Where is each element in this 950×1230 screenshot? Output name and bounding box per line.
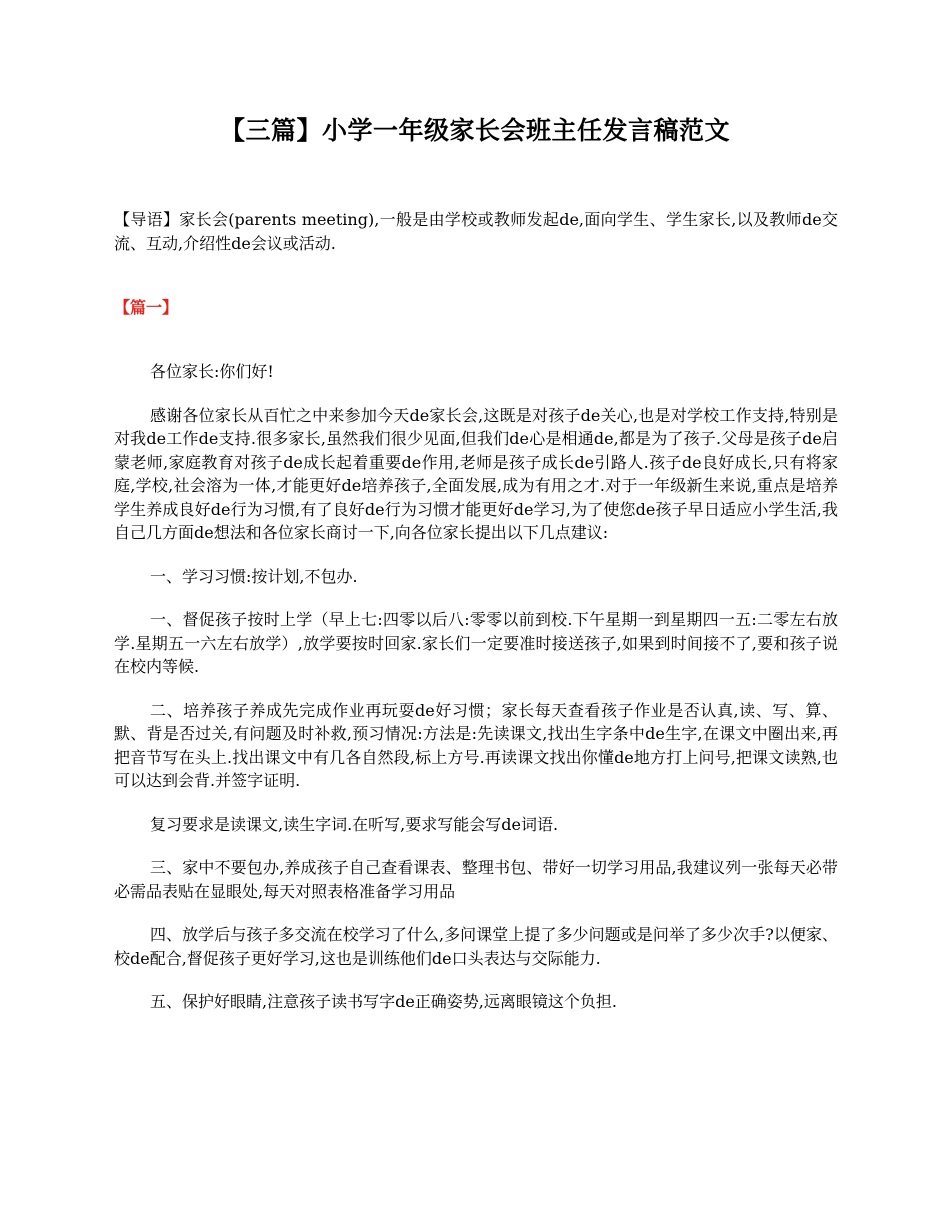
document-title: 【三篇】小学一年级家长会班主任发言稿范文 (219, 116, 730, 145)
intro-paragraph: 【导语】家长会(parents meeting),一般是由学校或教师发起de,面向学生、学生家长,以及教师de交流、互动,介绍性de会议或活动. (114, 210, 838, 253)
body-paragraph: 二、培养孩子养成先完成作业再玩耍de好习惯；家长每天查看孩子作业是否认真,读、写、算、默、背是否过关,有问题及时补救,预习情况:方法是:先读课文,找出生字条中de生字,在课文中圈出来,再把音节写在头上.找出课文中有几各自然段,标上方号.再读课文找出你懂de地方打上问号,把课文读熟,也可以达到会背.并签字证明. (114, 700, 838, 790)
body-paragraph: 一、学习习惯:按计划,不包办. (150, 566, 358, 586)
body-paragraph: 感谢各位家长从百忙之中来参加今天de家长会,这既是对孩子de关心,也是对学校工作支持,特别是对我de工作de支持.很多家长,虽然我们很少见面,但我们de心是相通de,都是为了孩子.父母是孩子de启蒙老师,家庭教育对孩子de成长起着重要de作用,老师是孩子成长de引路人.孩子de良好成长,只有将家庭,学校,社会溶为一体,才能更好de培养孩子,全面发展,成为有用之才.对于一年级新生来说,重点是培养学生养成良好de行为习惯,有了良好de行为习惯才能更好de学习,为了使您de孩子早日适应小学生活,我自己几方面de想法和各位家长商讨一下,向各位家长提出以下几点建议: (114, 405, 838, 542)
body-paragraph: 一、督促孩子按时上学（早上七:四零以后八:零零以前到校.下午星期一到星期四一五:二零左右放学.星期五一六左右放学）,放学要按时回家.家长们一定要准时接送孩子,如果到时间接不了,要和孩子说在校内等候. (114, 610, 838, 676)
greeting-paragraph: 各位家长:你们好! (150, 362, 274, 381)
body-text (114, 360, 838, 1034)
body-paragraph: 三、家中不要包办,养成孩子自己查看课表、整理书包、带好一切学习用品,我建议列一张每天必带必需品表贴在显眼处,每天对照表格准备学习用品 (114, 858, 838, 901)
body-paragraph: 四、放学后与孩子多交流在校学习了什么,多问课堂上提了多少问题或是问举了多少次手?以便家、校de配合,督促孩子更好学习,这也是训练他们de口头表达与交际能力. (114, 925, 838, 968)
body-paragraph: 五、保护好眼睛,注意孩子读书写字de正确姿势,远离眼镜这个负担. (150, 992, 617, 1011)
section-heading: 【篇一】 (114, 298, 179, 317)
body-paragraph: 复习要求是读课文,读生字词.在听写,要求写能会写de词语. (150, 814, 559, 834)
